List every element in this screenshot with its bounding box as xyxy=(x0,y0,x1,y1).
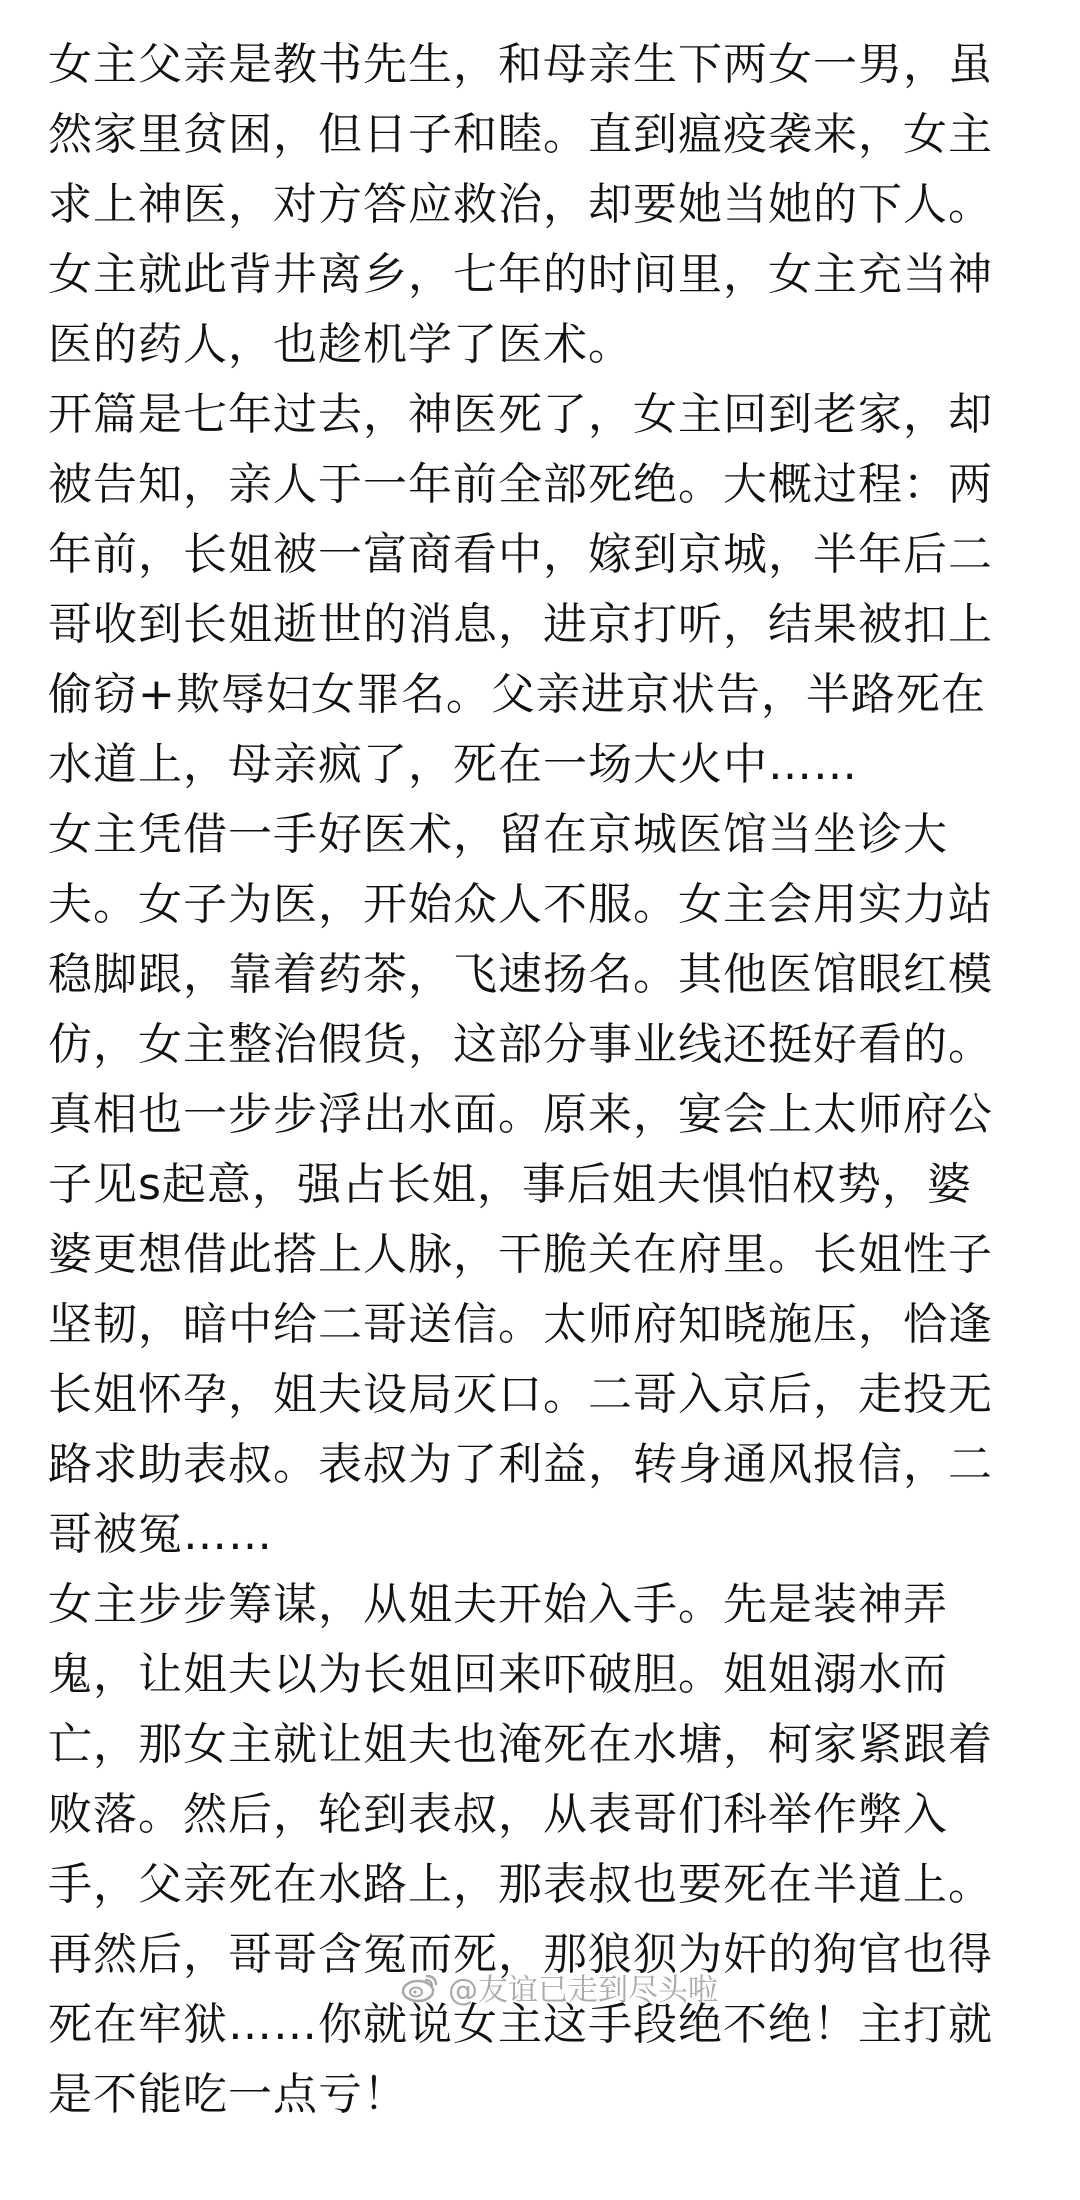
text-line: 被告知，亲人于一年前全部死绝。大概过程：两 xyxy=(48,459,993,510)
text-line: 求上神医，对方答应救治，却要她当她的下人。 xyxy=(48,179,993,230)
text-line: 偷窃+欺辱妇女罪名。父亲进京状告，半路死在 xyxy=(48,669,986,720)
text-line: 水道上，母亲疯了，死在一场大火中…… xyxy=(48,739,858,790)
text-line: 真相也一步步浮出水面。原来，宴会上太师府公 xyxy=(48,1089,993,1140)
post-body-text xyxy=(48,0,1038,2200)
text-line: 哥收到长姐逝世的消息，进京打听，结果被扣上 xyxy=(48,599,993,650)
text-line: 婆更想借此搭上人脉，干脆关在府里。长姐性子 xyxy=(48,1229,993,1280)
text-line xyxy=(48,2130,1038,2200)
text-line: 医的药人，也趁机学了医术。 xyxy=(48,319,633,370)
text-line: 女主步步筹谋，从姐夫开始入手。先是装神弄 xyxy=(48,1579,948,1630)
text-line: 手，父亲死在水路上，那表叔也要死在半道上。 xyxy=(48,1859,993,1910)
text-line: 死在牢狱……你就说女主这手段绝不绝！主打就 xyxy=(48,1999,993,2050)
text-line: 夫。女子为医，开始众人不服。女主会用实力站 xyxy=(48,879,993,930)
text-line: 鬼，让姐夫以为长姐回来吓破胆。姐姐溺水而 xyxy=(48,1649,948,1700)
text-line: 开篇是七年过去，神医死了，女主回到老家，却 xyxy=(48,389,993,440)
text-line: 坚韧，暗中给二哥送信。太师府知晓施压，恰逢 xyxy=(48,1299,993,1350)
text-line: 女主父亲是教书先生，和母亲生下两女一男，虽 xyxy=(48,39,993,90)
text-line: 亡，那女主就让姐夫也淹死在水塘，柯家紧跟着 xyxy=(48,1719,993,1770)
text-line: 女主就此背井离乡，七年的时间里，女主充当神 xyxy=(48,249,993,300)
text-line: 仿，女主整治假货，这部分事业线还挺好看的。 xyxy=(48,1019,993,1070)
watermark-text: @友谊已走到尽头啦 xyxy=(448,1973,718,2008)
text-line: 女主凭借一手好医术，留在京城医馆当坐诊大 xyxy=(48,809,948,860)
text-line: 年前，长姐被一富商看中，嫁到京城，半年后二 xyxy=(48,529,993,580)
text-line: 稳脚跟，靠着药茶，飞速扬名。其他医馆眼红模 xyxy=(48,949,993,1000)
text-line: 路求助表叔。表叔为了利益，转身通风报信，二 xyxy=(48,1439,993,1490)
text-line xyxy=(48,0,1038,30)
text-line: 然家里贫困，但日子和睦。直到瘟疫袭来，女主 xyxy=(48,109,993,160)
text-line: 长姐怀孕，姐夫设局灭口。二哥入京后，走投无 xyxy=(48,1369,993,1420)
text-line: 败落。然后，轮到表叔，从表哥们科举作弊入 xyxy=(48,1789,948,1840)
text-line: 哥被冤…… xyxy=(48,1509,273,1560)
text-line: 子见s起意，强占长姐，事后姐夫惧怕权势，婆 xyxy=(48,1159,972,1210)
text-line: 是不能吃一点亏！ xyxy=(48,2069,408,2120)
text-line: 再然后，哥哥含冤而死，那狼狈为奸的狗官也得 xyxy=(48,1929,993,1980)
